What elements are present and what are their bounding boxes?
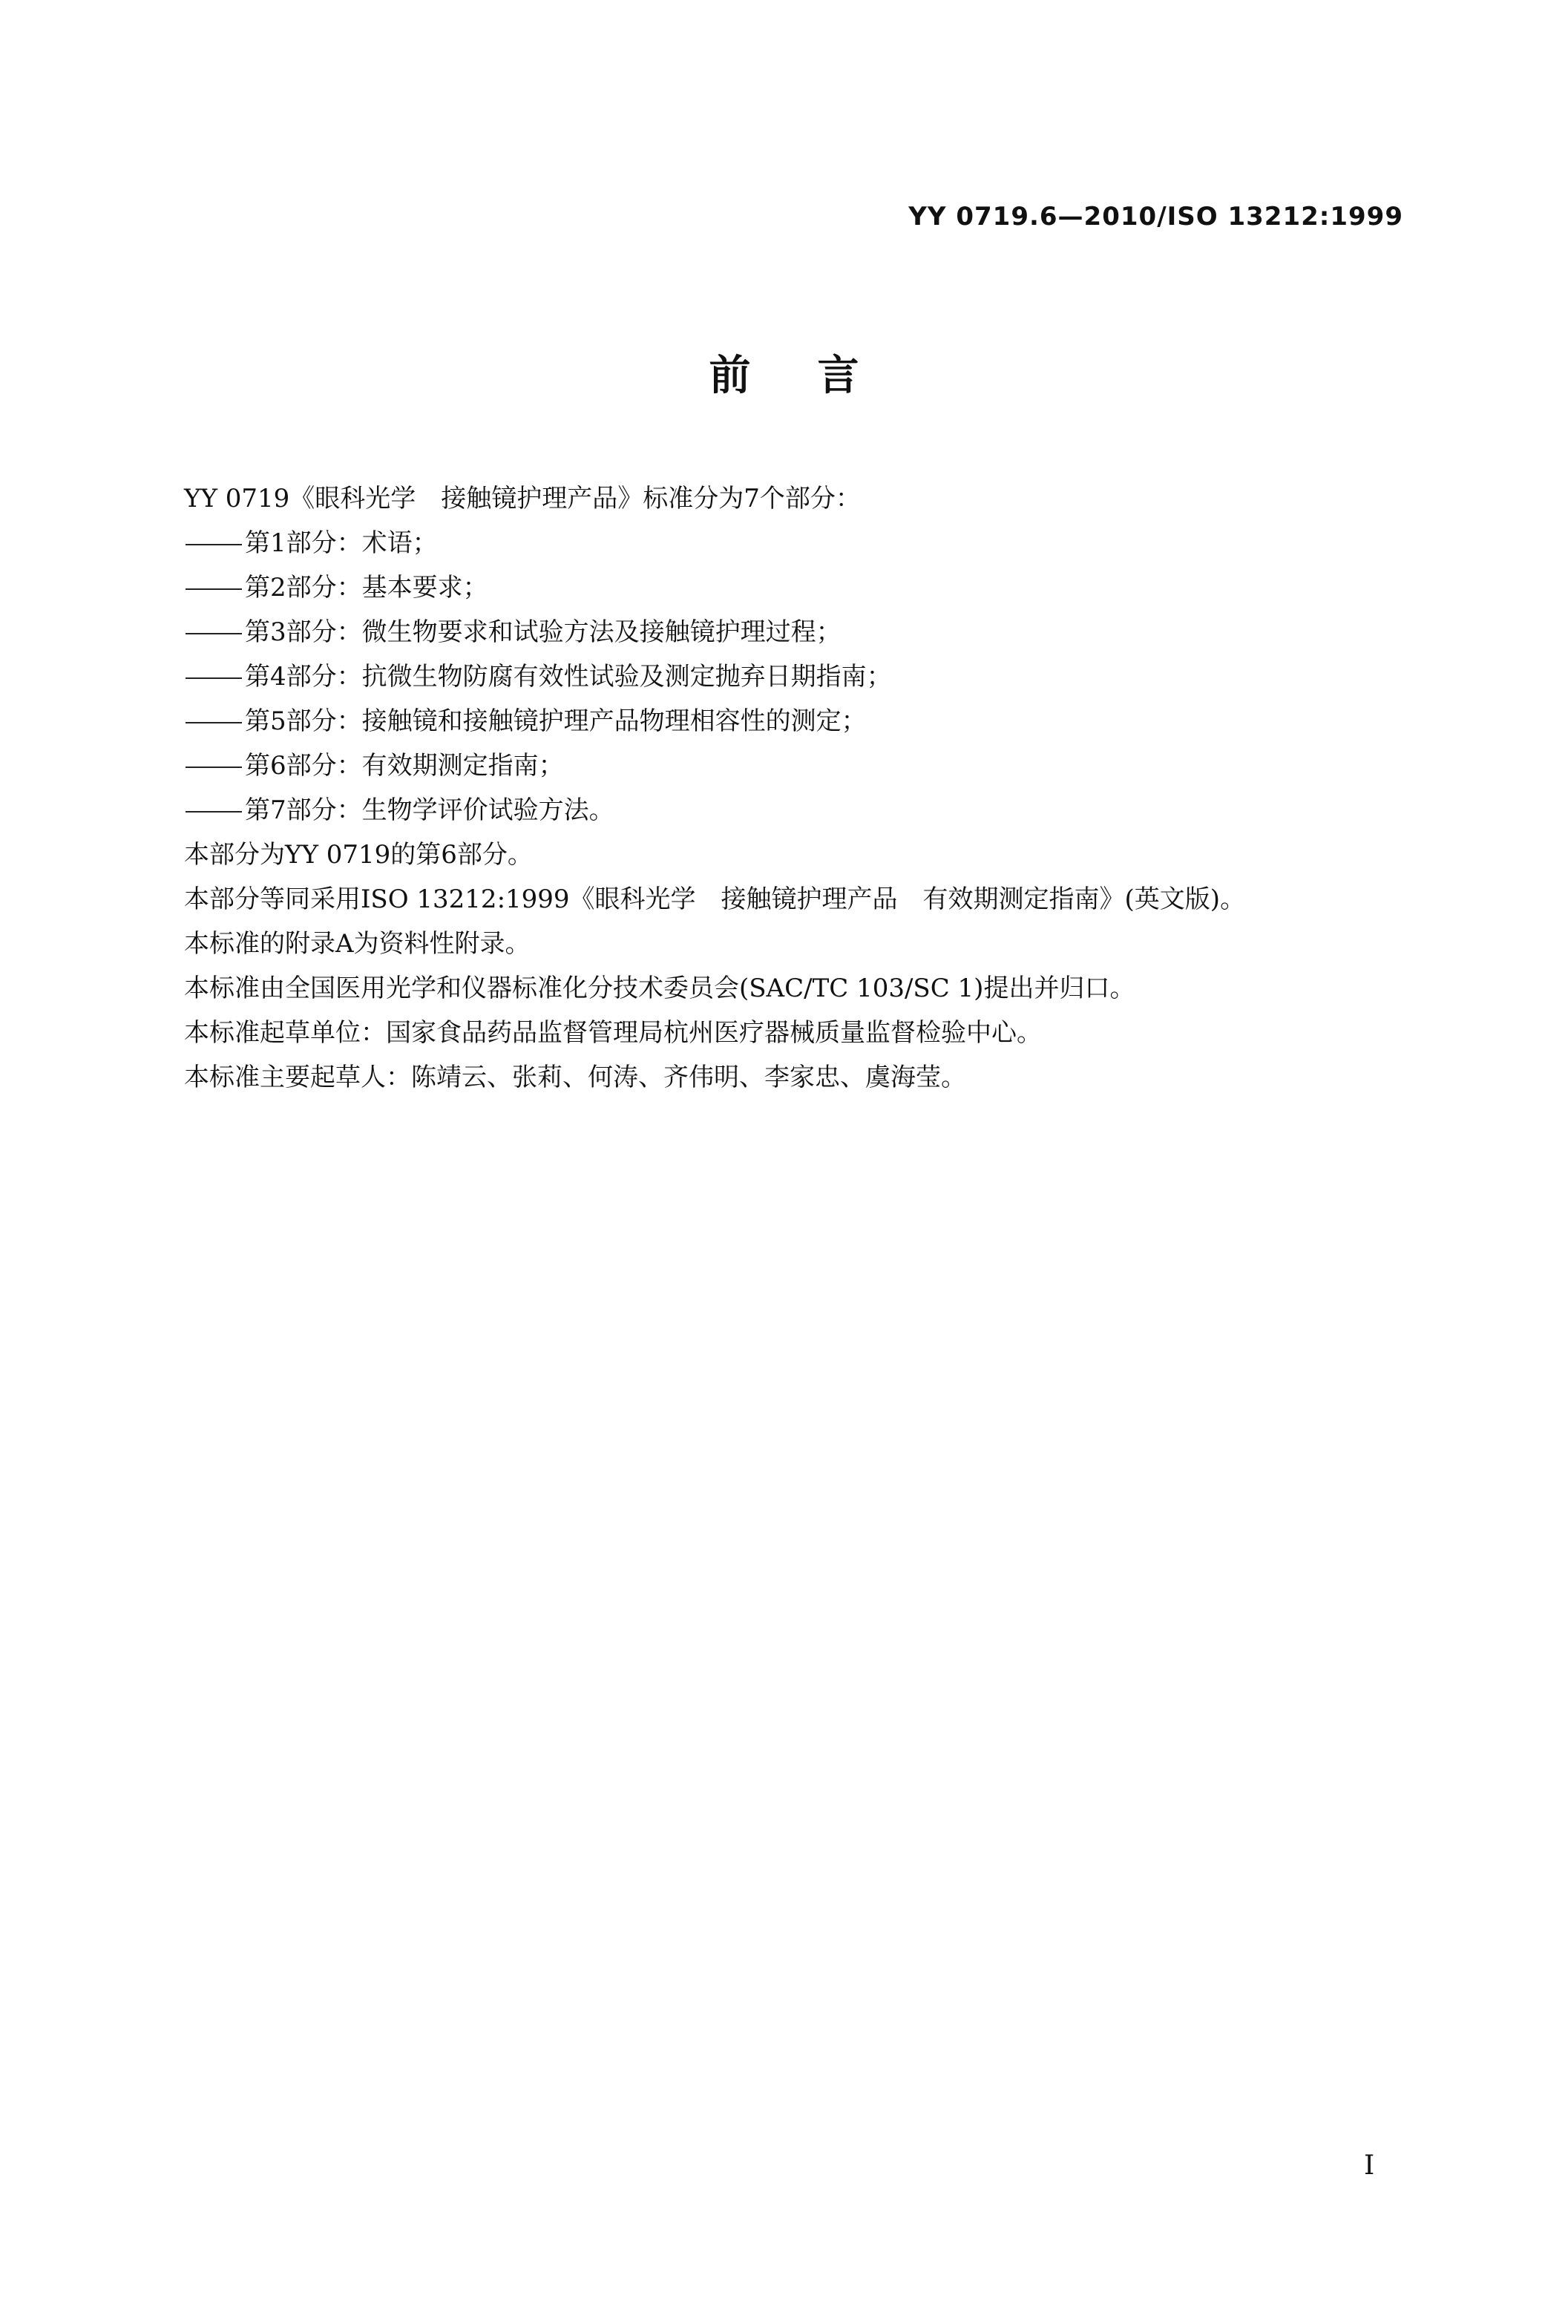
dash-marker <box>184 521 245 565</box>
dash-marker <box>184 699 245 744</box>
list-item <box>184 654 1386 699</box>
page-number: I <box>1364 2150 1375 2181</box>
paragraph-annex: 本标准的附录A为资料性附录。 <box>184 929 531 959</box>
list-item-text: 第2部分：基本要求； <box>245 573 488 603</box>
paragraph-drafters: 本标准主要起草人：陈靖云、张莉、何涛、齐伟明、李家忠、虞海莹。 <box>184 1063 966 1092</box>
standard-number: YY 0719.6—2010/ISO 13212:1999 <box>908 202 1403 232</box>
list-item <box>184 521 1386 565</box>
list-item <box>184 788 1386 833</box>
dash-marker <box>184 565 245 610</box>
page-title: 前言 <box>709 352 926 400</box>
paragraph-drafting-unit: 本标准起草单位：国家食品药品监督管理局杭州医疗器械质量监督检验中心。 <box>184 1018 1042 1048</box>
list-item <box>184 565 1386 610</box>
intro-paragraph: YY 0719《眼科光学 接触镜护理产品》标准分为7个部分： <box>184 484 861 513</box>
list-item-text: 第1部分：术语； <box>245 528 438 558</box>
paragraph-part-number: 本部分为YY 0719的第6部分。 <box>184 840 533 870</box>
dash-marker <box>184 744 245 788</box>
dash-marker <box>184 788 245 833</box>
list-item-text: 第5部分：接触镜和接触镜护理产品物理相容性的测定； <box>245 706 867 736</box>
list-item-text: 第7部分：生物学评价试验方法。 <box>245 795 614 825</box>
list-item <box>184 744 1386 788</box>
list-item <box>184 610 1386 654</box>
list-item-text: 第3部分：微生物要求和试验方法及接触镜护理过程； <box>245 617 842 647</box>
list-item-text: 第6部分：有效期测定指南； <box>245 751 564 781</box>
document-body <box>184 476 1386 1100</box>
paragraph-adoption: 本部分等同采用ISO 13212:1999《眼科光学 接触镜护理产品 有效期测定指南》(英文版)。 <box>184 884 1246 914</box>
dash-marker <box>184 654 245 699</box>
dash-marker <box>184 610 245 654</box>
list-item <box>184 699 1386 744</box>
paragraph-committee: 本标准由全国医用光学和仪器标准化分技术委员会(SAC/TC 103/SC 1)提出并归口。 <box>184 974 1135 1003</box>
list-item-text: 第4部分：抗微生物防腐有效性试验及测定抛弃日期指南； <box>245 662 892 692</box>
